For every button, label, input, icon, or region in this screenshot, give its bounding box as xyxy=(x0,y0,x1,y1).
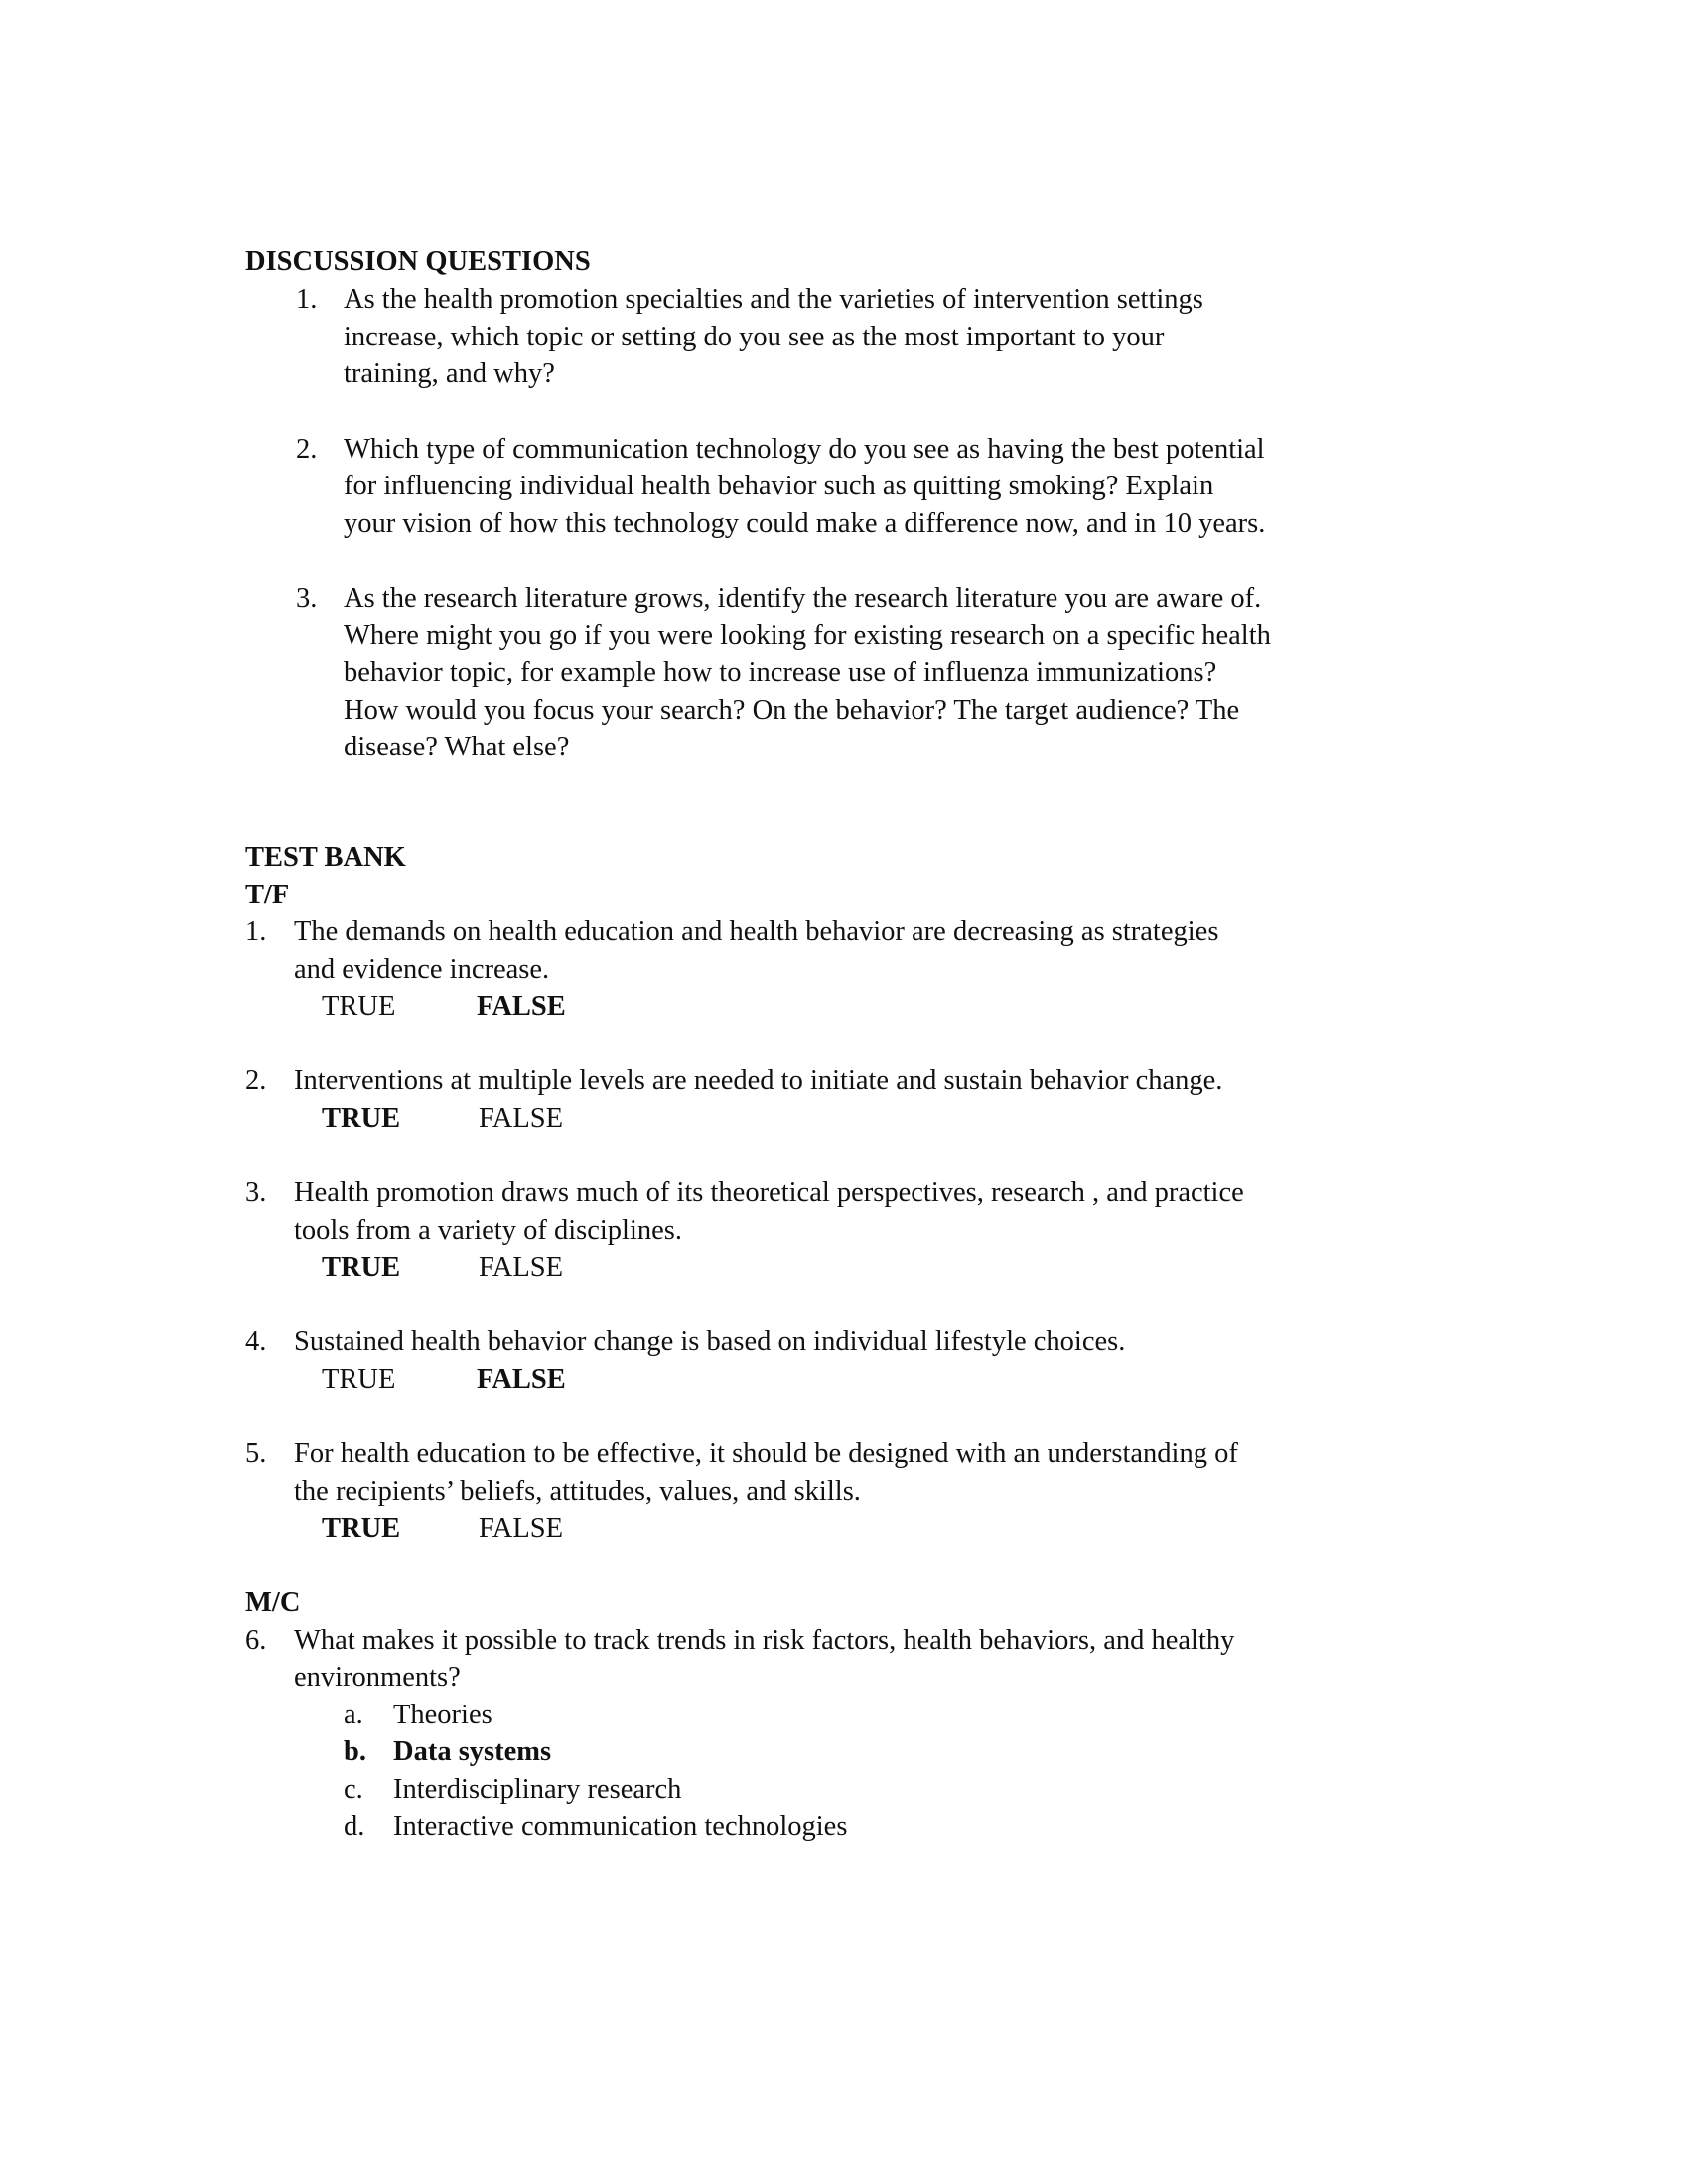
question-line: environments? xyxy=(294,1662,461,1693)
question-line: for influencing individual health behavior such as quitting smoking? Explain xyxy=(344,471,1214,501)
question-line: Sustained health behavior change is based on individual lifestyle choices. xyxy=(294,1326,1126,1357)
option-text-answer: Data systems xyxy=(393,1736,552,1767)
option-text: Interdisciplinary research xyxy=(393,1774,682,1805)
question-number: 6. xyxy=(245,1625,267,1656)
question-line: disease? What else? xyxy=(344,732,570,762)
question-number: 1. xyxy=(296,284,318,315)
question-number: 4. xyxy=(245,1326,267,1357)
false-option: FALSE xyxy=(479,1513,563,1544)
question-number: 5. xyxy=(245,1438,267,1469)
option-letter: a. xyxy=(344,1700,363,1730)
multiple-choice-heading: M/C xyxy=(245,1587,301,1618)
question-line: training, and why? xyxy=(344,358,555,389)
option-letter-answer: b. xyxy=(344,1736,366,1767)
question-line: The demands on health education and health behavior are decreasing as strategies xyxy=(294,916,1219,947)
question-number: 2. xyxy=(245,1065,267,1096)
option-text: Interactive communication technologies xyxy=(393,1811,848,1842)
option-text: Theories xyxy=(393,1700,492,1730)
false-option-answer: FALSE xyxy=(477,1364,566,1395)
question-line: your vision of how this technology could make a difference now, and in 10 years. xyxy=(344,508,1266,539)
true-option-answer: TRUE xyxy=(322,1103,401,1134)
option-letter: c. xyxy=(344,1774,363,1805)
question-line: For health education to be effective, it should be designed with an understanding of xyxy=(294,1438,1238,1469)
question-line: behavior topic, for example how to increase use of influenza immunizations? xyxy=(344,657,1217,688)
question-line: Health promotion draws much of its theoretical perspectives, research , and practice xyxy=(294,1177,1244,1208)
option-letter: d. xyxy=(344,1811,365,1842)
false-option-answer: FALSE xyxy=(477,991,566,1022)
question-number: 2. xyxy=(296,434,318,465)
true-option-answer: TRUE xyxy=(322,1252,401,1283)
question-number: 3. xyxy=(296,583,318,614)
true-option: TRUE xyxy=(322,991,396,1022)
false-option: FALSE xyxy=(479,1103,563,1134)
question-line: As the health promotion specialties and the varieties of intervention settings xyxy=(344,284,1203,315)
question-line: increase, which topic or setting do you see as the most important to your xyxy=(344,322,1165,352)
true-false-heading: T/F xyxy=(245,880,290,910)
true-option: TRUE xyxy=(322,1364,396,1395)
question-number: 1. xyxy=(245,916,267,947)
test-bank-heading: TEST BANK xyxy=(245,842,406,873)
question-line: How would you focus your search? On the behavior? The target audience? The xyxy=(344,695,1240,726)
discussion-heading: DISCUSSION QUESTIONS xyxy=(245,246,591,277)
question-number: 3. xyxy=(245,1177,267,1208)
question-line: tools from a variety of disciplines. xyxy=(294,1215,682,1246)
question-line: the recipients’ beliefs, attitudes, values, and skills. xyxy=(294,1476,861,1507)
question-line: As the research literature grows, identify the research literature you are aware of. xyxy=(344,583,1262,614)
question-line: What makes it possible to track trends in risk factors, health behaviors, and healthy xyxy=(294,1625,1235,1656)
question-line: Interventions at multiple levels are needed to initiate and sustain behavior change. xyxy=(294,1065,1223,1096)
false-option: FALSE xyxy=(479,1252,563,1283)
question-line: and evidence increase. xyxy=(294,954,550,985)
true-option-answer: TRUE xyxy=(322,1513,401,1544)
question-line: Where might you go if you were looking for existing research on a specific health xyxy=(344,620,1271,651)
question-line: Which type of communication technology do you see as having the best potential xyxy=(344,434,1265,465)
